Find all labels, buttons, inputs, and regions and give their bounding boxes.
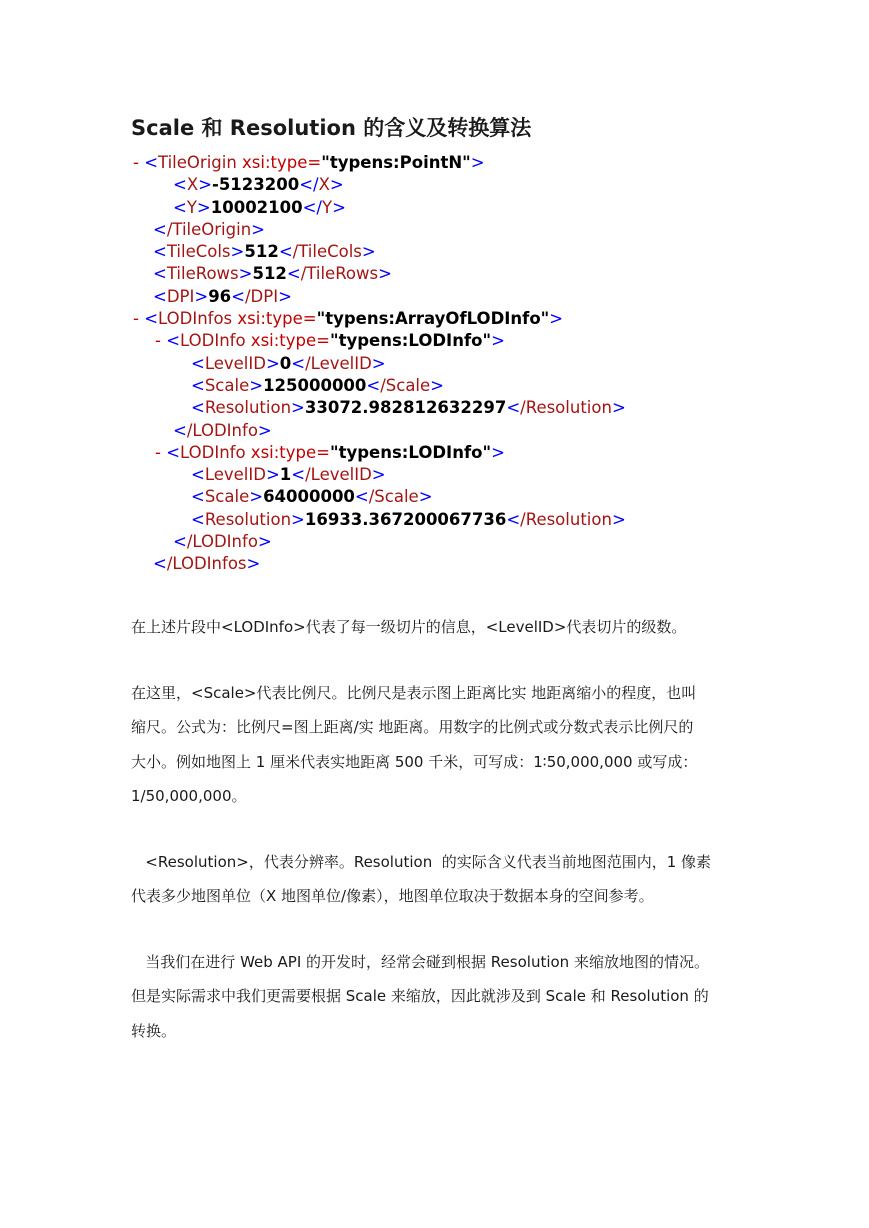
xml-resolution: <Resolution>33072.982812632297</Resolution> — [191, 398, 626, 418]
xml-x: <X>-5123200</X> — [173, 175, 344, 195]
xml-scale: <Scale>125000000</Scale> — [191, 375, 444, 395]
xml-lodinfos-close: </LODInfos> — [153, 554, 261, 574]
paragraph-webapi-line: 当我们在进行 Web API 的开发时，经常会碰到根据 Resolution 来缩放地图的情况。 — [131, 952, 709, 971]
paragraph-resolution-line: 代表多少地图单位（X 地图单位/像素），地图单位取决于数据本身的空间参考。 — [131, 887, 654, 905]
xml-tileorigin-close: </TileOrigin> — [153, 219, 265, 239]
collapse-toggle[interactable]: - — [133, 309, 145, 329]
paragraph-scale-line: 在这里，<Scale>代表比例尺。比例尺是表示图上距离比实 地距离缩小的程度，也叫 — [131, 683, 697, 702]
xml-levelid: <LevelID>1</LevelID> — [191, 465, 386, 485]
xml-y: <Y>10002100</Y> — [173, 197, 346, 217]
paragraph-webapi-line: 转换。 — [131, 1021, 177, 1040]
xml-lodinfo-close: </LODInfo> — [173, 532, 272, 552]
xml-lodinfos-open: - <LODInfos xsi:type="typens:ArrayOfLODInfo"> — [133, 309, 564, 329]
collapse-toggle[interactable]: - — [155, 331, 167, 351]
xml-lodinfo-open: - <LODInfo xsi:type="typens:LODInfo"> — [155, 442, 505, 462]
page-title: Scale 和 Resolution 的含义及转换算法 — [131, 116, 532, 140]
paragraph-webapi-line: 但是实际需求中我们更需要根据 Scale 来缩放，因此就涉及到 Scale 和 Resolution 的 — [131, 987, 709, 1005]
paragraph-scale-line: 1/50,000,000。 — [131, 787, 247, 805]
paragraph-lodinfo: 在上述片段中<LODInfo>代表了每一级切片的信息，<LevelID>代表切片的级数。 — [131, 618, 687, 636]
xml-scale: <Scale>64000000</Scale> — [191, 487, 433, 507]
collapse-toggle[interactable]: - — [133, 153, 145, 172]
xml-tilecols: <TileCols>512</TileCols> — [153, 242, 376, 262]
xml-tilerows: <TileRows>512</TileRows> — [153, 264, 392, 284]
xml-lodinfo-open: - <LODInfo xsi:type="typens:LODInfo"> — [155, 331, 505, 351]
xml-snippet — [133, 152, 626, 576]
xml-tileorigin-open: - <TileOrigin xsi:type="typens:PointN"> — [133, 153, 485, 172]
paragraph-resolution-line: <Resolution>，代表分辨率。Resolution 的实际含义代表当前地图范围内，1 像素 — [131, 852, 712, 871]
xml-dpi: <DPI>96</DPI> — [153, 286, 292, 306]
body-text — [131, 610, 746, 1048]
xml-resolution: <Resolution>16933.367200067736</Resolution> — [191, 509, 626, 529]
paragraph-scale-line: 缩尺。公式为：比例尺=图上距离/实 地距离。用数字的比例式或分数式表示比例尺的 — [131, 718, 694, 736]
collapse-toggle[interactable]: - — [155, 442, 167, 462]
xml-lodinfo-close: </LODInfo> — [173, 420, 272, 440]
xml-levelid: <LevelID>0</LevelID> — [191, 353, 386, 373]
paragraph-scale-line: 大小。例如地图上 1 厘米代表实地距离 500 千米，可写成：1∶50,000,000 或写成： — [131, 752, 698, 771]
